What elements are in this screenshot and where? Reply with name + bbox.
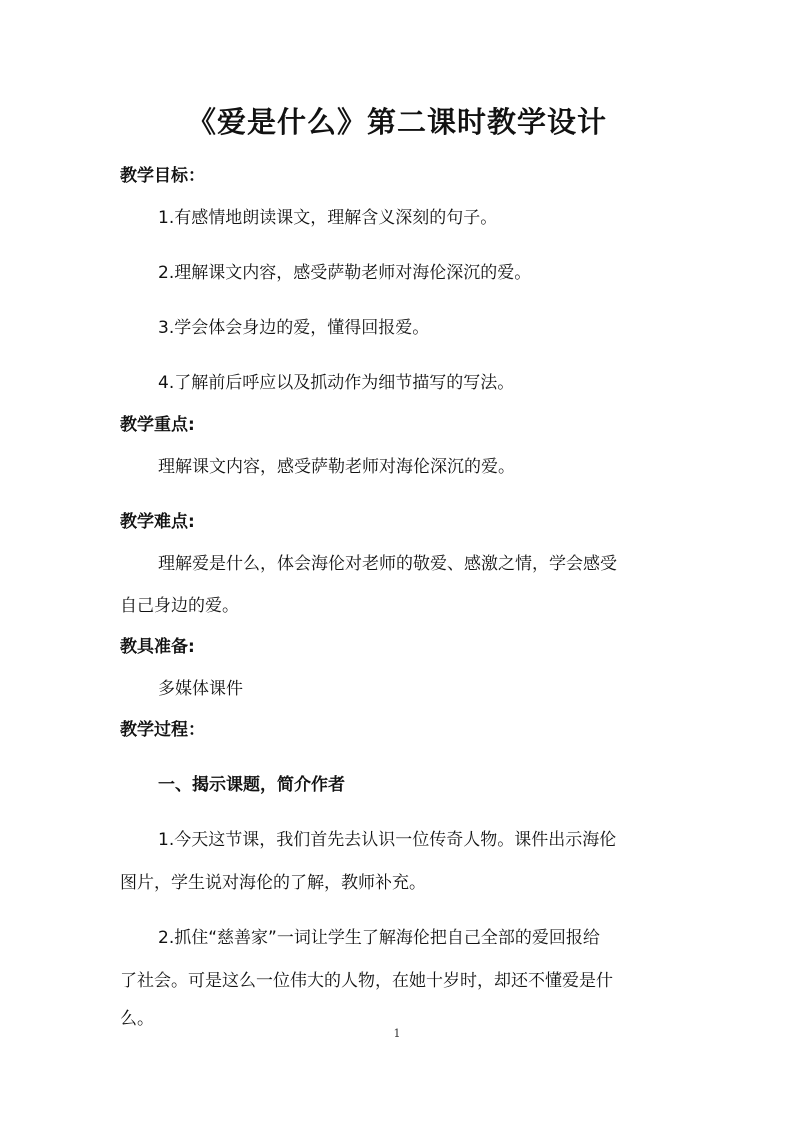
process-heading: 教学过程： [120, 720, 205, 740]
objective-item-2: 2.理解课文内容，感受萨勒老师对海伦深沉的爱。 [158, 263, 532, 283]
step2-line-3: 么。 [120, 1009, 154, 1029]
document-title: 《爱是什么》第二课时教学设计 [186, 105, 607, 139]
page-number: 1 [393, 1027, 401, 1040]
process-section-title: 一、揭示课题，简介作者 [158, 775, 345, 795]
objective-item-4: 4.了解前后呼应以及抓动作为细节描写的写法。 [158, 373, 515, 393]
difficulties-line-2: 自己身边的爱。 [120, 596, 239, 616]
materials-text: 多媒体课件 [158, 679, 243, 699]
difficulties-line-1: 理解爱是什么，体会海伦对老师的敬爱、感激之情，学会感受 [158, 554, 617, 574]
step1-line-2: 图片，学生说对海伦的了解，教师补充。 [120, 873, 426, 893]
key-points-heading: 教学重点: [120, 415, 195, 435]
objective-item-1: 1.有感情地朗读课文，理解含义深刻的句子。 [158, 208, 498, 228]
step2-line-2: 了社会。可是这么一位伟大的人物，在她十岁时，却还不懂爱是什 [120, 971, 613, 991]
step1-line-1: 1.今天这节课，我们首先去认识一位传奇人物。课件出示海伦 [158, 830, 617, 850]
objective-item-3: 3.学会体会身边的爱，懂得回报爱。 [158, 318, 430, 338]
difficulties-heading: 教学难点: [120, 512, 195, 532]
step2-line-1: 2.抓住“慈善家”一词让学生了解海伦把自己全部的爱回报给 [158, 928, 600, 948]
objectives-heading: 教学目标： [120, 166, 205, 186]
materials-heading: 教具准备: [120, 637, 195, 657]
key-points-text: 理解课文内容，感受萨勒老师对海伦深沉的爱。 [158, 457, 515, 477]
